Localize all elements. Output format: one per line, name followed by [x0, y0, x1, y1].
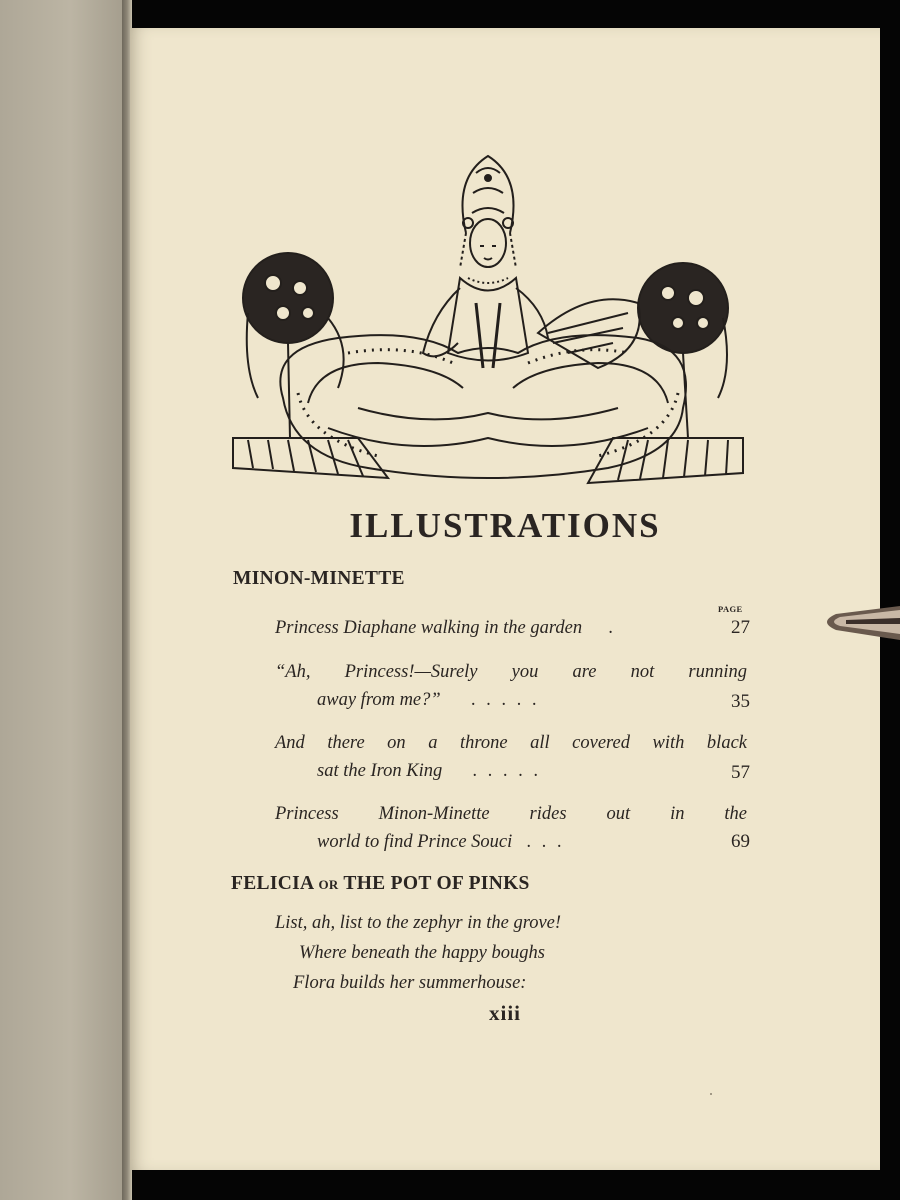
section-heading-felicia — [231, 873, 530, 895]
entry-page-number: 27 — [731, 617, 750, 638]
paper-speck — [710, 1093, 712, 1095]
section-title-part: FELICIA — [231, 873, 319, 894]
poem-line: List, ah, list to the zephyr in the grove! — [275, 913, 562, 933]
entry-page-number: 69 — [731, 831, 750, 852]
section-title-part: THE POT OF PINKS — [338, 873, 530, 894]
poem-excerpt — [275, 908, 561, 998]
dot-leader: . . . — [526, 832, 566, 852]
entry-caption-line-2: sat the Iron King — [317, 761, 443, 781]
entry-caption-line-2: world to find Prince Souci — [317, 832, 513, 852]
section-heading-minon-minette: MINON-MINETTE — [233, 568, 405, 589]
poem-line: Where beneath the happy boughs — [299, 943, 545, 963]
page-title: ILLUSTRATIONS — [349, 506, 661, 545]
illustration-entry — [275, 614, 747, 642]
section-title-conjunction: OR — [318, 877, 339, 892]
princess-vignette-illustration — [228, 138, 748, 518]
entry-caption-line-1: “Ah, Princess!—Surely you are not running — [275, 662, 747, 682]
dot-leader: . . . . . — [471, 690, 540, 710]
entry-caption-line-1: Princess Minon-Minette rides out in the — [275, 804, 747, 824]
entry-caption-line-1: And there on a throne all covered with black — [275, 733, 747, 753]
entry-page-number: 35 — [731, 691, 750, 712]
illustration-entry — [275, 729, 747, 785]
dot-leader: . — [608, 618, 617, 638]
illustration-entry — [275, 658, 747, 714]
entry-caption-line-2: away from me?” — [317, 690, 441, 710]
poem-line: Flora builds her summerhouse: — [293, 973, 527, 993]
page-folio-number: xiii — [488, 1001, 521, 1025]
page-column-label: PAGE — [718, 604, 743, 614]
entry-page-number: 57 — [731, 762, 750, 783]
book-page — [130, 28, 880, 1170]
page-pointer-icon — [816, 598, 900, 648]
entry-caption: Princess Diaphane walking in the garden — [275, 618, 583, 638]
dot-leader: . . . . . — [472, 761, 542, 781]
illustration-entry — [275, 800, 747, 856]
facing-page-edge — [0, 0, 128, 1200]
